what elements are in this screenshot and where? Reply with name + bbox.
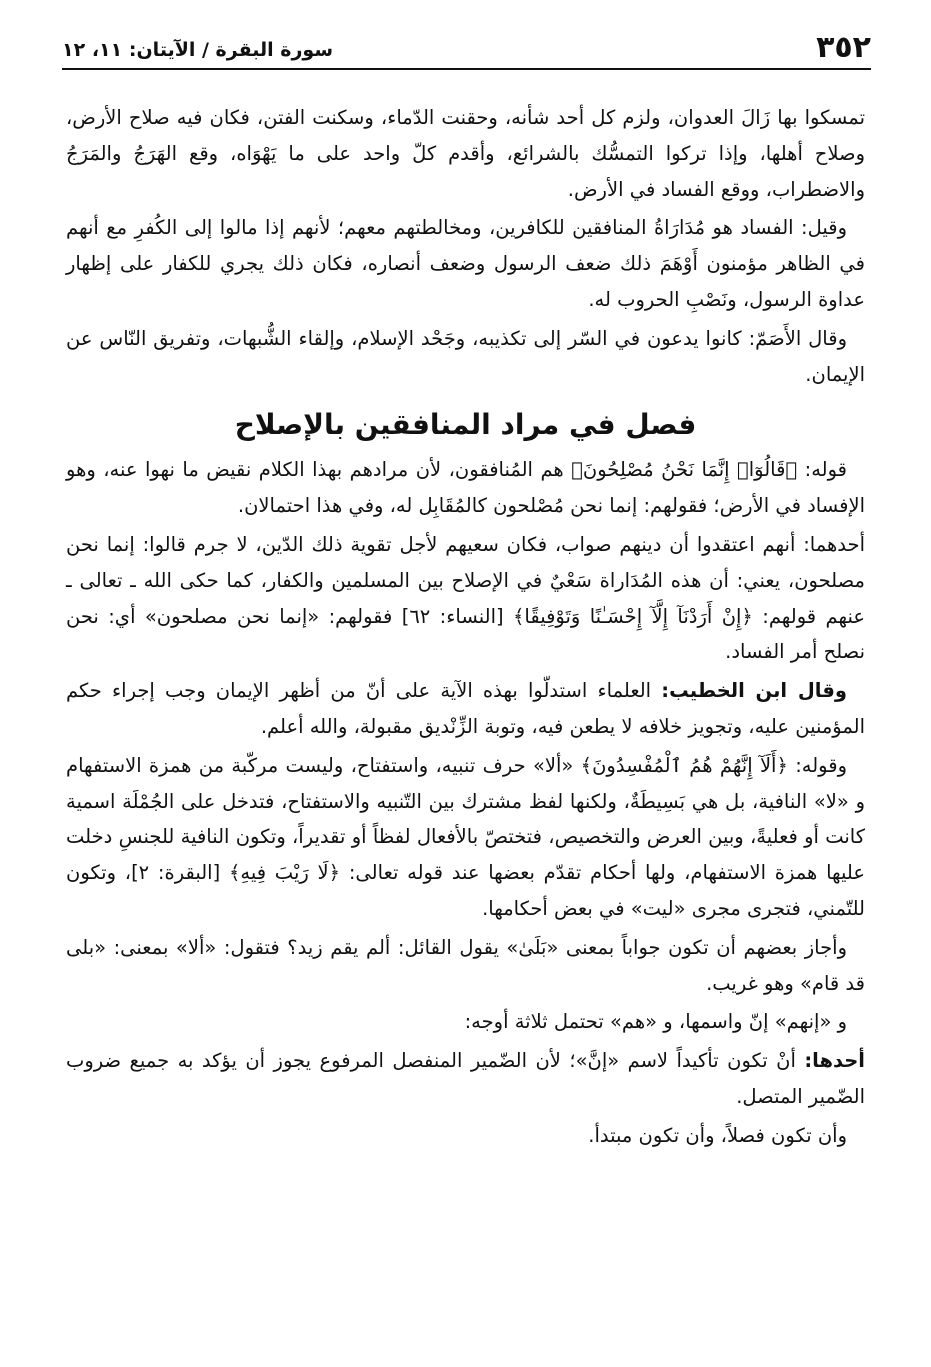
paragraph-text: و «إنهم» إنّ واسمها، و «هم» تحتمل ثلاثة أوجه: xyxy=(464,1010,847,1034)
paragraph xyxy=(66,673,865,745)
page-body xyxy=(66,100,865,1157)
paragraph-text: وأجاز بعضهم أن تكون جواباً بمعنى «بَلَىٰ» يقول القائل: ألم يقم زيد؟ فتقول: «ألا» بمعنى: «بلى قد قام» وهو غريب. xyxy=(66,935,865,995)
paragraph: وقيل: الفساد هو مُدَارَاةُ المنافقين للكافرين، ومخالطتهم معهم؛ لأنهم إذا مالوا إلى الكُفرِ مع أنهم في الظاهر مؤمنون أَوْهَمَ ذلك ضعف الرسول وضعف أنصاره، فكان ذلك يجري للكفار على إظهار عداوة الرسول، ونَصْبِ الحروب له. xyxy=(66,216,865,311)
paragraph-text: العلماء استدلّوا بهذه الآية على أنّ من أظهر الإيمان وجب إجراء حكم المؤمنين عليه، وتجويز خلافه لا يطعن فيه، وتوبة الزِّنْديق مقبولة، والله أعلم. xyxy=(66,679,865,738)
paragraph: وقال الأَصَمّ: كانوا يدعون في السّر إلى تكذيبه، وجَحْد الإسلام، وإلقاء الشُّبهات، وتفريق النّاس عن الإيمان. xyxy=(66,326,865,386)
paragraph xyxy=(66,930,865,1002)
paragraph-lead: وقال ابن الخطيب: xyxy=(661,679,847,703)
paragraph-text: أنْ تكون تأكيداً لاسم «إنَّ»؛ لأن الضّمير المنفصل المرفوع يجوز أن يؤكد به جميع ضروب الضّمير المتصل. xyxy=(66,1049,865,1108)
paragraph xyxy=(66,452,865,524)
paragraph xyxy=(66,1043,865,1115)
paragraph xyxy=(66,1004,865,1040)
page-header xyxy=(62,28,871,70)
paragraph xyxy=(66,1118,865,1154)
paragraph xyxy=(66,527,865,670)
section-heading: فصل في مراد المنافقين بالإصلاح xyxy=(234,408,697,442)
paragraph-lead: أحدها: xyxy=(804,1049,865,1073)
paragraph-text: أحدهما: أنهم اعتقدوا أن دينهم صواب، فكان سعيهم لأجل تقوية ذلك الدّين، لا جرم قالوا: إنما نحن مصلحون، يعني: أن هذه المُدَاراة سَعْيٌ في الإصلاح بين المسلمين والكفار، كما حكى الله ـ تعالى ـ عنهم قولهم: ﴿إِنْ أَرَدْنَآ إِلَّآ إِحْسَـٰنًا وَتَوْفِيقًا﴾ [النساء: ٦٢] فقولهم: «إنما نحن مصلحون» أي: نحن نصلح أمر الفساد. xyxy=(66,532,865,664)
paragraph-text: وقوله: ﴿أَلَآ إِنَّهُمْ هُمُ ٱلْمُفْسِدُونَ﴾ «ألا» حرف تنبيه، واستفتاح، وليست مركّبة من همزة الاستفهام و «لا» النافية، بل هي بَسِيطَةٌ، ولكنها لفظ مشترك بين التّنبيه والاستفتاح، فتدخل على الجُمْلَة اسمية كانت أو فعليةً، وبين العرض والتخصيص، فتختصّ بالأفعال لفظاً أو تقديراً، وتكون النافية للجنسِ دخلت عليها همزة الاستفهام، ولها أحكام تقدّم بعضها عند قوله تعالى: ﴿لَا رَيْبَ فِيهِ﴾ [البقرة: ٢]، وتكون للتّمني، فتجرى مجرى «ليت» في بعض أحكامها. xyxy=(66,753,865,920)
paragraph-text: وأن تكون فصلاً، وأن تكون مبتدأ. xyxy=(588,1123,847,1147)
running-title: سورة البقرة / الآيتان: ١١، ١٢ xyxy=(62,39,334,61)
paragraph: تمسكوا بها زَالَ العدوان، ولزم كل أحد شأنه، وحقنت الدّماء، وسكنت الفتن، فكان فيه صلاح الأرض، وصلاح أهلها، وإذا تركوا التمسُّك بالشرائع، وأقدم كلّ واحد على ما يَهْوَاه، وقع الهَرَجُ والمَرَجُ والاضطراب، ووقع الفساد في الأرض. xyxy=(66,106,865,201)
page-number: ٣٥٢ xyxy=(816,30,871,65)
paragraph-text: قوله: ﴿قَالُوٓا۟ إِنَّمَا نَحْنُ مُصْلِحُونَ﴾ هم المُنافقون، لأن مرادهم بهذا الكلام نقيض ما نهوا عنه، وهو الإفساد في الأرض؛ فقولهم: إنما نحن مُصْلحون كالمُقَابِل له، وفي هذا احتمالان. xyxy=(66,458,865,518)
paragraph xyxy=(66,748,865,927)
